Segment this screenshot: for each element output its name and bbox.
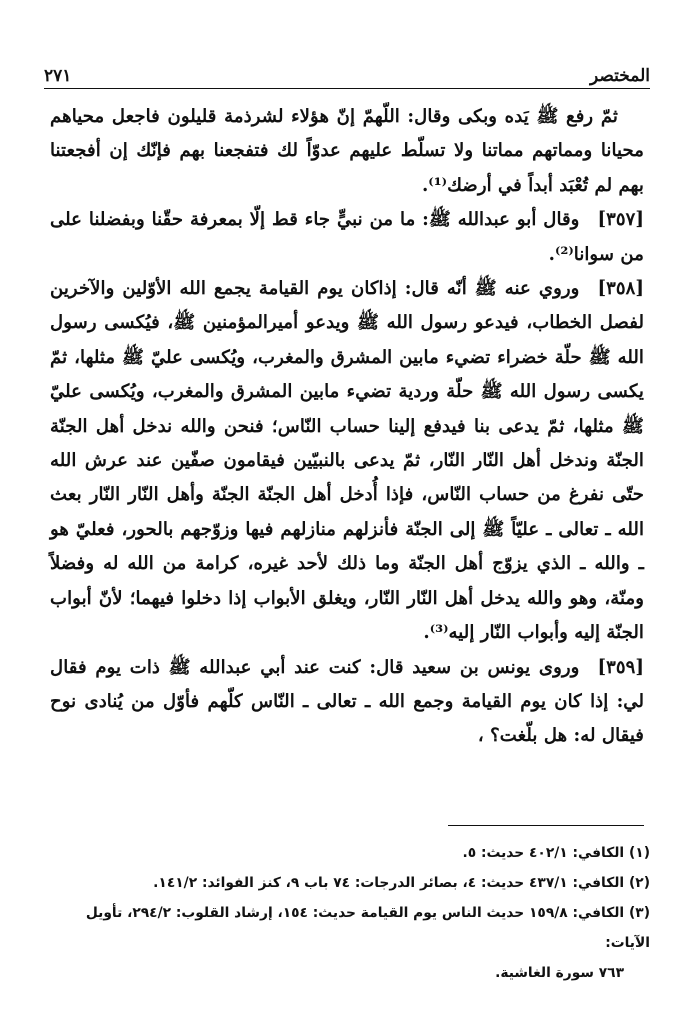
footnote-1: (١) الكافي: ٤٠٢/١ حديث: ٥.: [462, 845, 650, 861]
paragraph-text: وقال أبو عبدالله ﷺ: ما من نبيٍّ جاء قط إلّا بمعرفة حقّنا وبفضلنا على من سوانا⁽²⁾.: [50, 209, 644, 265]
hadith-number: [٣٥٨]: [597, 278, 644, 300]
footnote-rule: [448, 825, 644, 826]
paragraph-359: [50, 651, 644, 754]
paragraph-358: [50, 272, 644, 650]
footnote-3: (٣) الكافي: ١٥٩/٨ حديث الناس يوم القيامة حديث: ١٥٤، إرشاد القلوب: ٢٩٤/٢، تأويل الآيات:: [85, 905, 650, 951]
page-number: ٢٧١: [44, 66, 72, 86]
header-rule: [44, 88, 650, 89]
paragraph-text: وروى يونس بن سعيد قال: كنت عند أبي عبدالله ﷺ ذات يوم فقال لي: إذا كان يوم القيامة وجمع الله ـ تعالى ـ النّاس كلّهم فأوّل من يُنادى نوح فيقال له: هل بلّغت؟ ،: [50, 656, 644, 747]
paragraph-intro: ثمّ رفع ﷺ يَده وبكى وقال: اللّهمّ إنّ هؤلاء لشرذمة قليلون فاجعل محياهم محيانا ومماتهم مماتنا ولا تسلّط عليهم عدوّاً لك فتفجعنا بهم فإنّك إن أفجعتنا بهم لم تُعْبَد أبداً في أرضك⁽¹⁾.: [50, 106, 644, 196]
footnotes: [50, 838, 650, 988]
hadith-number: [٣٥٧]: [597, 209, 644, 231]
page-header: [44, 58, 650, 86]
hadith-number: [٣٥٩]: [597, 656, 644, 678]
paragraph-357: [50, 203, 644, 272]
main-text: [50, 100, 644, 754]
footnote-3-continued: ٧٦٣ سورة الغاشية.: [495, 965, 624, 981]
footnote-2: (٢) الكافي: ٤٣٧/١ حديث: ٤، بصائر الدرجات: ٧٤ باب ٩، كنز الفوائد: ١٤١/٢.: [153, 875, 650, 891]
running-title: المختصر: [590, 66, 650, 86]
paragraph-text: وروي عنه ﷺ أنّه قال: إذاكان يوم القيامة يجمع الله الأوّلين والآخرين لفصل الخطاب، فيدعو رسول الله ﷺ ويدعو أميرالمؤمنين ﷺ، فيُكسى رسول الله ﷺ حلّة خضراء تضيء مابين المشرق والمغرب، ويُكسى عليّ ﷺ مثلها، ثمّ يكسى رسول الله ﷺ حلّة وردية تضيء مابين المشرق والمغرب، ويُكسى عليّ ﷺ مثلها، ثمّ يدعى بنا فيدفع إلينا حساب النّاس؛ فنحن والله ندخل أهل الجنّة الجنّة وندخل أهل النّار النّار، ثمّ يدعى بالنبيّين فيقامون صفّين عند عرش الله حتّى نفرغ من حساب النّاس، فإذا أُدخل أهل الجنّة الجنّة وأهل النّار النّار بعث الله ـ تعالى ـ عليّاً ﷺ إلى الجنّة فأنزلهم منازلهم فيها وزوّجهم بالحور، فعليّ هو ـ والله ـ الذي يزوّج أهل الجنّة وما ذلك لأحد غيره، كرامة من الله له وفضلاً ومنّة، وهو والله يدخل أهل النّار النّار، ويغلق الأبواب إذا دخلوا فيهما؛ لأنّ أبواب الجنّة إليه وأبواب النّار إليه⁽³⁾.: [50, 278, 644, 644]
